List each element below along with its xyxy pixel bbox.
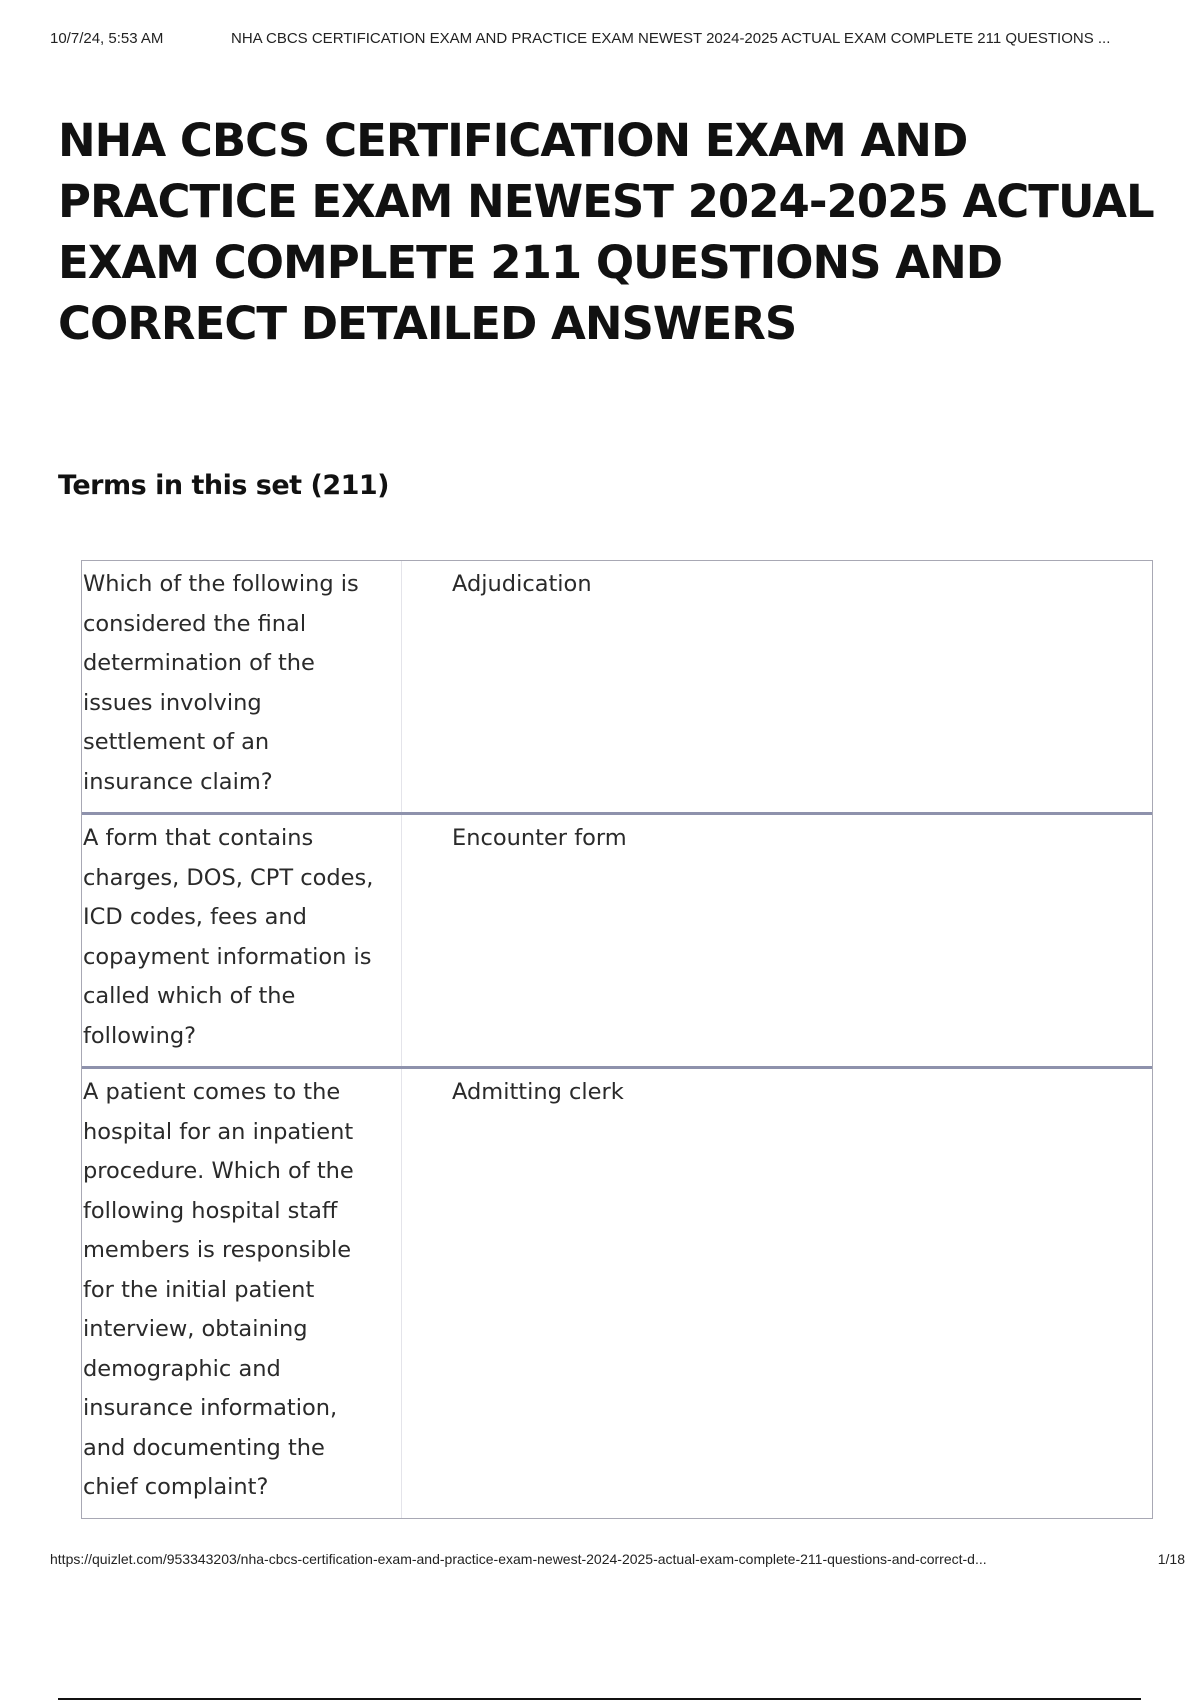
term-answer: Admitting clerk xyxy=(452,1079,624,1105)
term-answer: Adjudication xyxy=(452,571,592,597)
terms-table xyxy=(81,560,1153,1519)
term-question: A form that contains charges, DOS, CPT codes, ICD codes, fees and copayment information is called which of the following? xyxy=(82,815,402,1066)
term-row xyxy=(82,1066,1152,1518)
print-datetime: 10/7/24, 5:53 AM xyxy=(50,30,164,47)
term-row xyxy=(82,812,1152,1066)
term-answer: Encounter form xyxy=(452,825,627,851)
page-title: NHA CBCS CERTIFICATION EXAM AND PRACTICE EXAM NEWEST 2024-2025 ACTUAL EXAM COMPLETE 211 QUESTIONS AND CORRECT DETAILED ANSWERS xyxy=(58,114,1154,350)
print-document-title: NHA CBCS CERTIFICATION EXAM AND PRACTICE EXAM NEWEST 2024-2025 ACTUAL EXAM COMPLETE 211 QUESTIONS ... xyxy=(231,30,1111,47)
page-number: 1/18 xyxy=(1157,1551,1185,1567)
term-question: A patient comes to the hospital for an inpatient procedure. Which of the following hospital staff members is responsible for the initial patient interview, obtaining demographic and insurance information, and documenting the chief complaint? xyxy=(82,1069,402,1518)
terms-heading: Terms in this set (211) xyxy=(58,470,390,501)
term-question: Which of the following is considered the final determination of the issues involving settlement of an insurance claim? xyxy=(82,561,402,812)
term-row xyxy=(82,561,1152,812)
print-url: https://quizlet.com/953343203/nha-cbcs-certification-exam-and-practice-exam-newest-2024-2025-actual-exam-complete-211-questions-and-correct-d... xyxy=(50,1551,987,1567)
